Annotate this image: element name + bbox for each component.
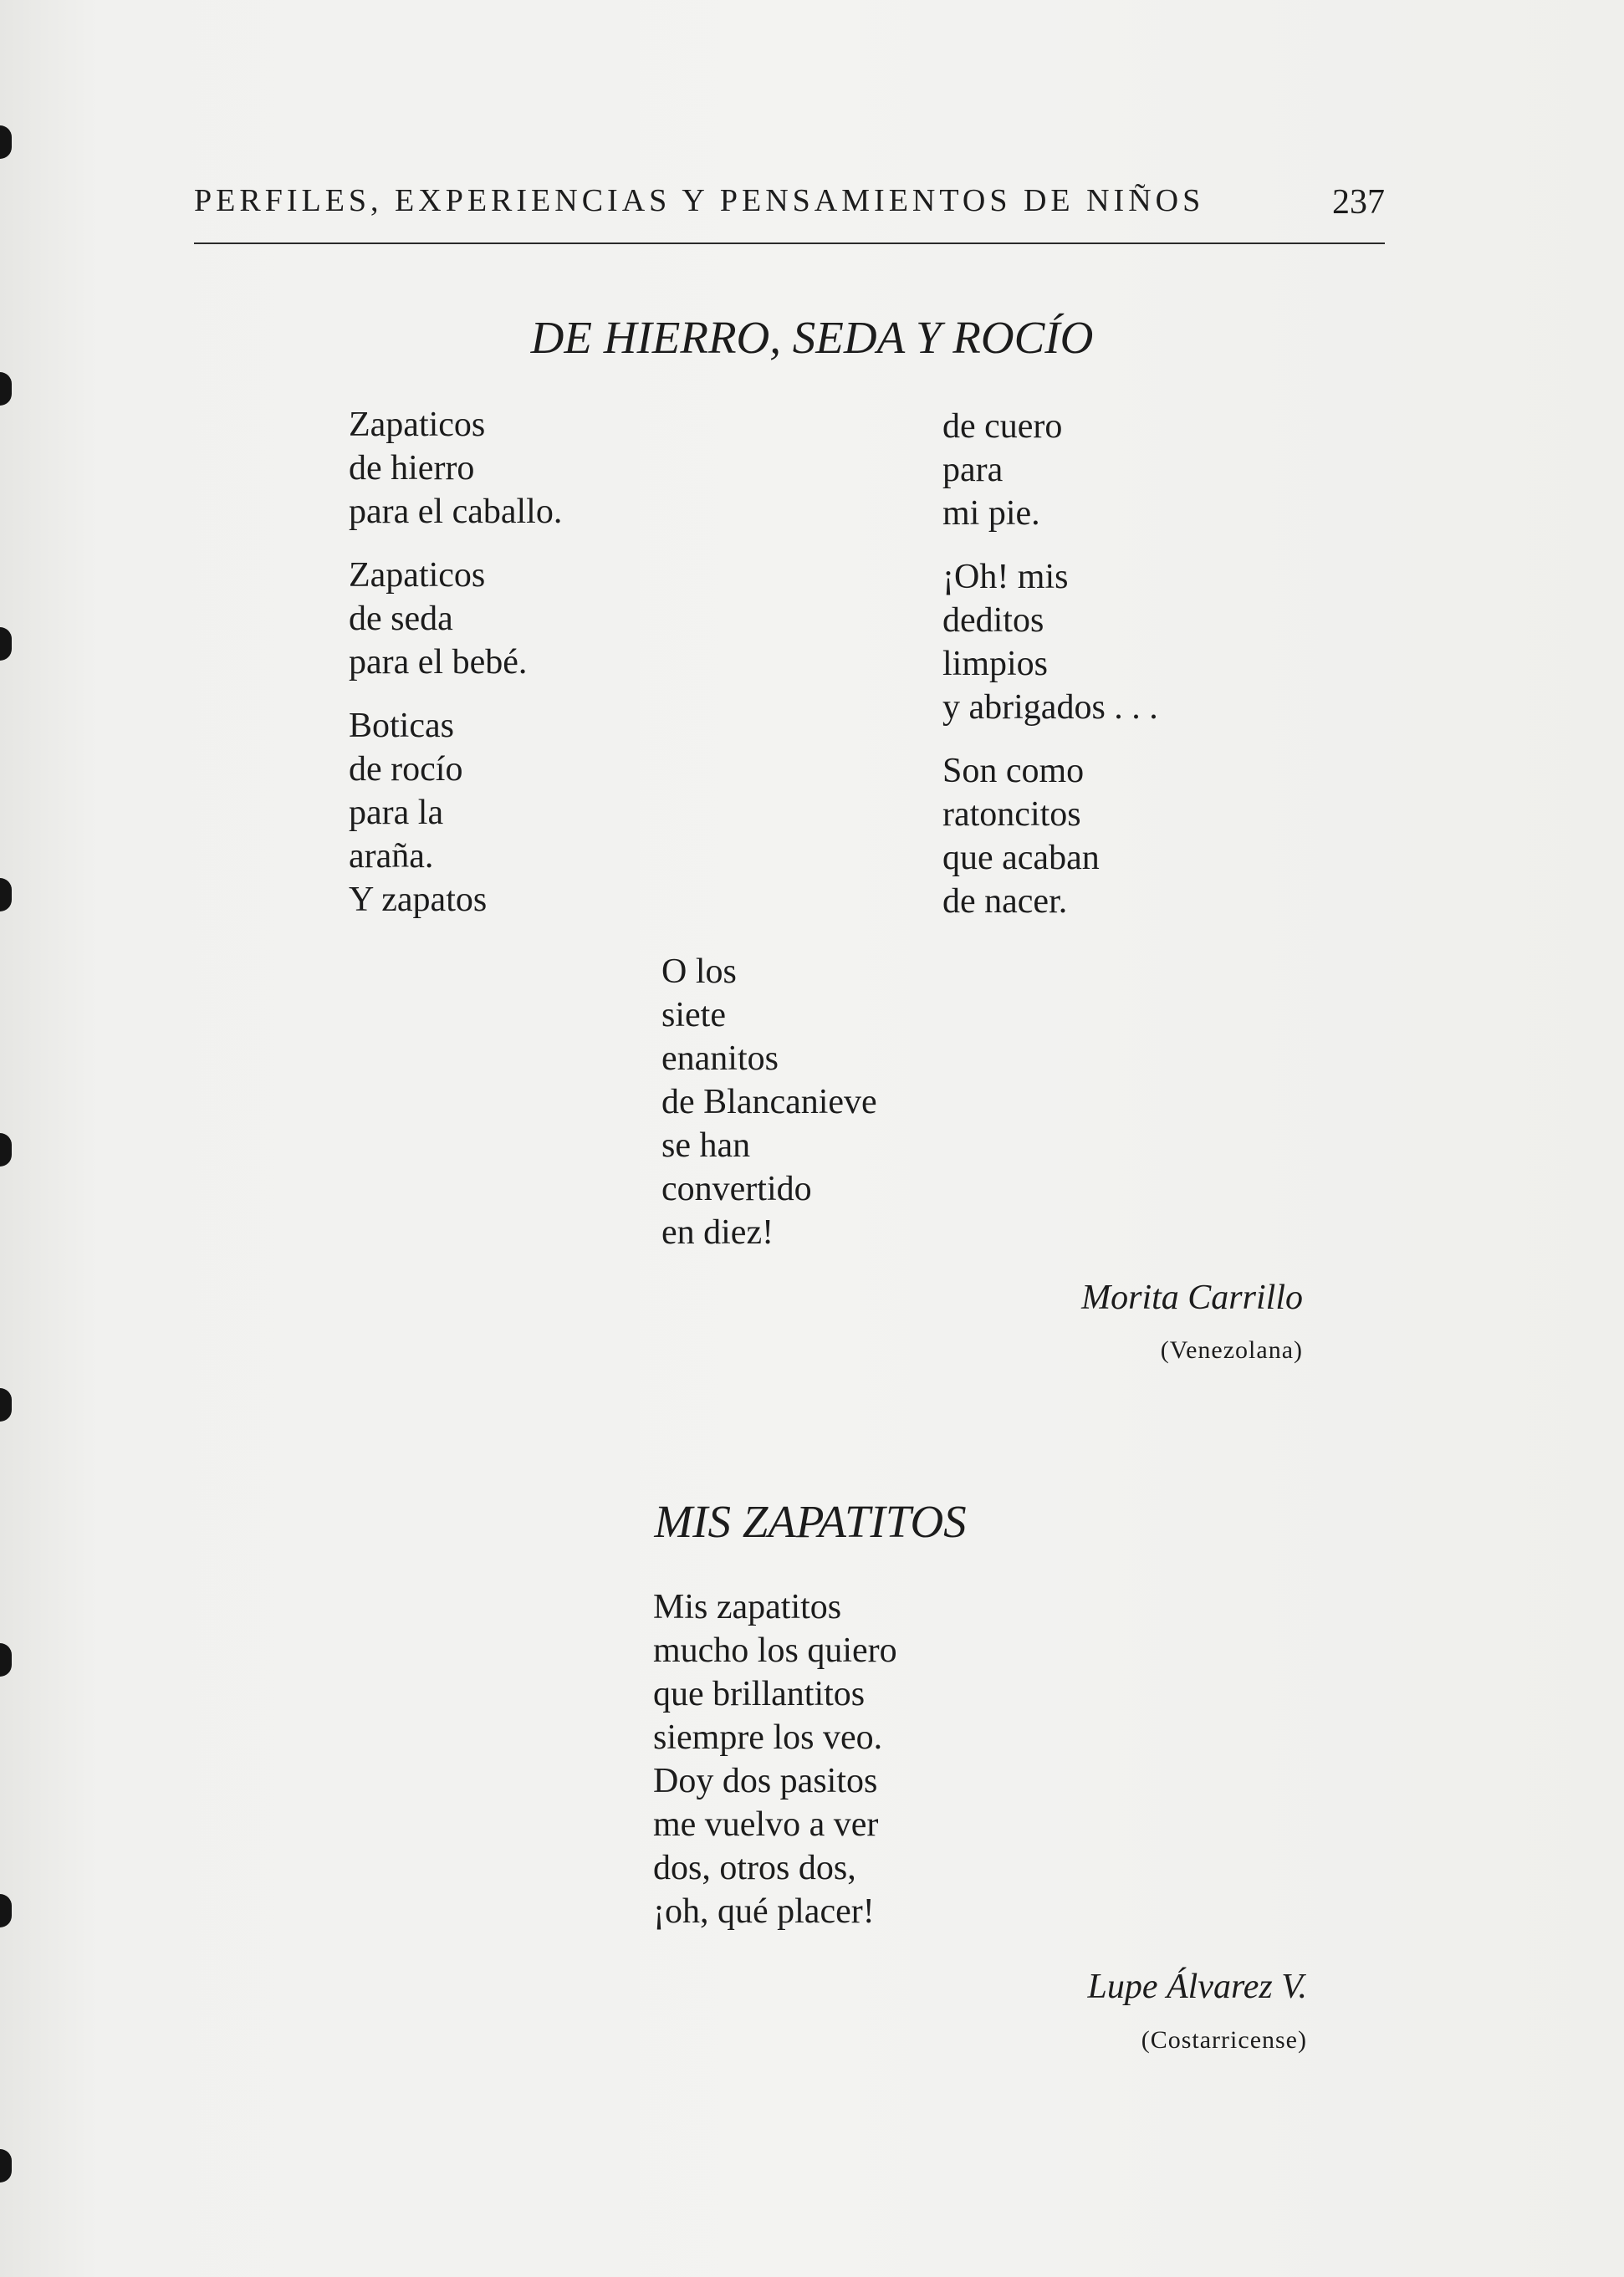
poem-line: para la (349, 794, 444, 832)
poem2-body (653, 1585, 897, 1953)
poem-line: se han (661, 1126, 751, 1165)
poem-line: y abrigados . . . (942, 688, 1158, 727)
running-title: PERFILES, EXPERIENCIAS Y PENSAMIENTOS DE NIÑOS (194, 183, 1205, 218)
punch-hole-mark (0, 372, 12, 406)
stanza (349, 554, 562, 684)
poem-line: para el caballo. (349, 493, 563, 531)
poem-line: Son como (942, 752, 1085, 790)
poem-line: para el bebé. (349, 643, 528, 682)
poem-line: limpios (942, 645, 1049, 683)
punch-hole-mark (0, 125, 12, 159)
poem-line: araña. (349, 837, 434, 876)
poem1-title: DE HIERRO, SEDA Y ROCÍO (530, 312, 1094, 363)
poem1-author: Morita Carrillo (1081, 1279, 1303, 1317)
punch-hole-mark (0, 2149, 12, 2183)
poem-line: mi pie. (942, 494, 1040, 533)
running-header (194, 182, 1385, 224)
page-number: 237 (1332, 183, 1385, 222)
punch-hole-mark (0, 627, 12, 661)
punch-hole-mark (0, 1643, 12, 1677)
poem-line: siete (661, 996, 726, 1034)
poem-line: mucho los quiero (653, 1631, 897, 1670)
poem-line: Doy dos pasitos (653, 1762, 878, 1800)
poem-line: convertido (661, 1170, 812, 1208)
poem-line: enanitos (661, 1039, 779, 1078)
stanza (661, 950, 877, 1254)
poem2-nationality: (Costarricense) (1141, 2026, 1307, 2054)
poem-line: en diez! (661, 1213, 774, 1252)
header-rule (194, 243, 1385, 244)
stanza (942, 555, 1158, 729)
poem-line: de Blancanieve (661, 1083, 877, 1121)
stanza (942, 405, 1158, 535)
poem-line: me vuelvo a ver (653, 1805, 879, 1844)
stanza (942, 749, 1158, 923)
poem-line: O los (661, 952, 737, 991)
poem-line: Boticas (349, 707, 454, 745)
punch-hole-mark (0, 1894, 12, 1927)
poem-line: siempre los veo. (653, 1718, 883, 1757)
stanza (349, 704, 562, 922)
poem-line: Mis zapatitos (653, 1588, 842, 1626)
stanza (653, 1585, 897, 1933)
poem1-center-column (661, 950, 877, 1274)
poem-line: Zapaticos (349, 556, 486, 595)
poem-line: Zapaticos (349, 406, 486, 444)
poem-line: de rocío (349, 750, 463, 789)
poem-line: que acaban (942, 839, 1100, 877)
poem2-author: Lupe Álvarez V. (1087, 1968, 1307, 2006)
poem-line: deditos (942, 601, 1044, 640)
poem-line: ratoncitos (942, 795, 1081, 834)
poem-line: ¡Oh! mis (942, 558, 1069, 596)
poem2-title: MIS ZAPATITOS (654, 1496, 967, 1547)
punch-hole-mark (0, 1388, 12, 1422)
poem1-left-column (349, 403, 562, 942)
poem-line: que brillantitos (653, 1675, 866, 1713)
poem1-right-column (942, 405, 1158, 943)
punch-hole-mark (0, 1133, 12, 1167)
poem-line: de hierro (349, 449, 475, 488)
stanza (349, 403, 562, 534)
poem1-nationality: (Venezolana) (1160, 1336, 1303, 1364)
punch-hole-mark (0, 878, 12, 911)
poem-line: dos, otros dos, (653, 1849, 856, 1887)
poem-line: para (942, 451, 1004, 489)
poem-line: Y zapatos (349, 881, 488, 919)
poem-line: de cuero (942, 407, 1063, 446)
poem-line: de seda (349, 600, 453, 638)
poem-line: de nacer. (942, 882, 1068, 921)
poem-line: ¡oh, qué placer! (653, 1892, 875, 1931)
